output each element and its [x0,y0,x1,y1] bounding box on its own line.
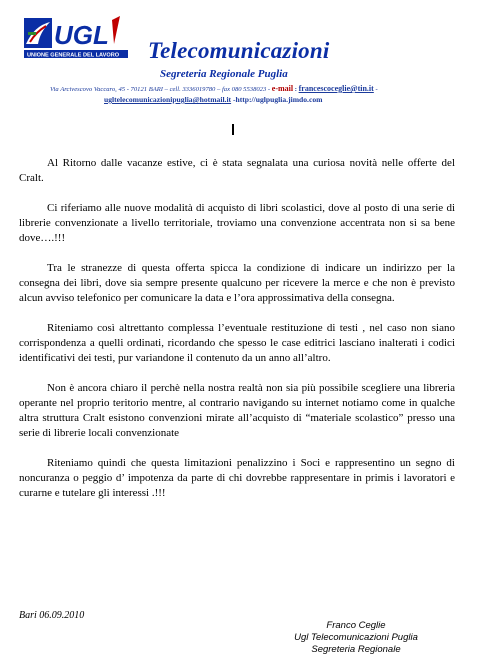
paragraph: Riteniamo così altrettanto complessa l’eventuale restituzione di testi , nel caso non siano corrispondenza a quelli ordinati, ricordando che spesso le case editrici lasciano inalterati i codici identificativi dei testi, pur variandone il contenuto da un anno all’altro. [19,322,455,364]
ugl-logo [24,14,130,60]
paragraph: Tra le stranezze di questa offerta spicca la condizione di indicare un indirizzo per la consegna dei libri, dove sia sempre presente qualcuno per ricevere la merce e che non è previsto alcun avviso telefonico per comunicare la data e l’ora approssimativa della consegna. [19,262,455,304]
letterhead-contacts [104,95,464,104]
signature-org: Ugl Telecomunicazioni Puglia [294,632,418,643]
text-cursor [232,124,234,135]
paragraph: Al Ritorno dalle vacanze estive, ci è stata segnalata una curiosa novità nelle offerte del Cralt. [19,157,455,184]
email-link-1[interactable]: francescoceglie@tin.it [298,84,374,93]
letter-body [19,156,455,516]
email-link-2[interactable]: ugltelecomunicazionipuglia@hotmail.it [104,95,232,104]
signature-block [266,620,446,656]
paragraph: Ci riferiamo alle nuove modalità di acquisto di libri scolastici, dove al posto di una serie di librerie convenzionate a livello territoriale, troviamo una convenzione accentrata non si sa bene dove….!!! [19,202,455,244]
email-label: e-mail [271,84,294,93]
letterhead-title: Telecomunicazioni [148,38,330,63]
address-text: Via Arcivescovo Vaccaro, 45 - 70121 BARI – cell. 3336019780 – fax 080 5538023 - [50,86,271,93]
website-link[interactable]: -http://uglpuglia.jimdo.com [233,95,323,104]
letterhead-address: Via Arcivescovo Vaccaro, 45 - 70121 BARI – cell. 3336019780 – fax 080 5538023 - e-mail : francescoceglie@tin.it - [50,84,378,93]
logo-caption: UNIONE GENERALE DEL LAVORO [27,52,120,59]
signature-role: Segreteria Regionale [311,644,401,655]
signature-name: Franco Ceglie [326,620,386,631]
paragraph: Non è ancora chiaro il perchè nella nostra realtà non sia più possibile scegliere una libreria operante nel proprio teritorio mentre, al contrario navigando su internet notiamo come in qualche altra struttura Cralt esistono convenzioni mirate all’acquisto di “materiale scolastico” presso una serie di librerie locali convenzionate [19,382,455,439]
letter-date: Bari 06.09.2010 [19,610,85,621]
logo-text: UGL [54,20,109,50]
letterhead-subtitle: Segreteria Regionale Puglia [160,68,288,80]
paragraph: Riteniamo quindi che questa limitazioni penalizzino i Soci e rappresentino un segno di noncuranza o peggio d’ impotenza da parte di chi dovrebbe rappresentare in primis i lavoratori e curarne e tutelare gli interessi .!!! [19,457,455,499]
